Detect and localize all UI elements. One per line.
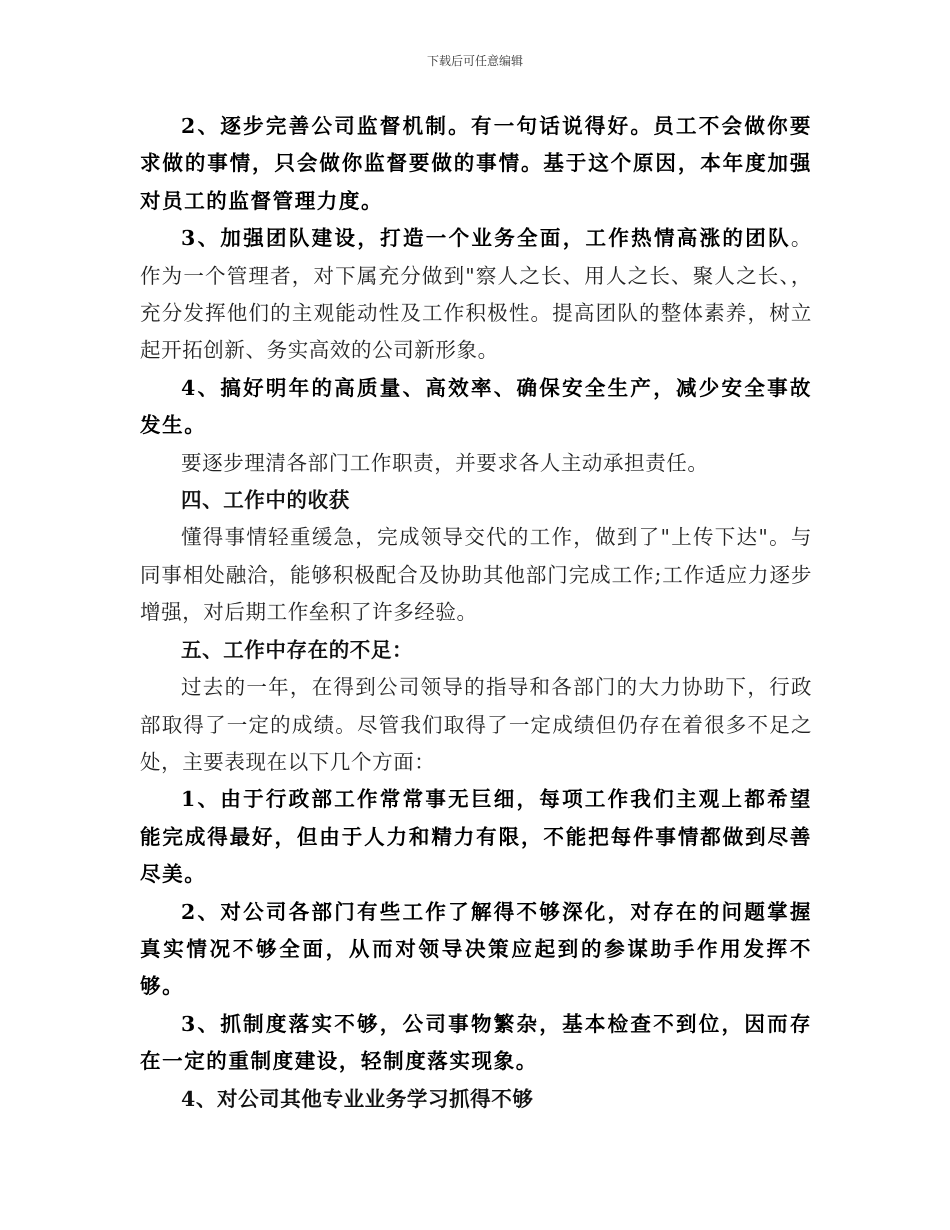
paragraph-shortcoming-1: 1、由于行政部工作常常事无巨细，每项工作我们主观上都希望能完成得最好，但由于人力和精力有限，不能把每件事情都做到尽善尽美。: [140, 787, 812, 887]
paragraph-team-building: [140, 220, 812, 370]
paragraph-team-building-bold: 3、加强团队建设，打造一个业务全面，工作热情高涨的团队: [181, 226, 791, 251]
paragraph-shortcoming-3: 3、抓制度落实不够，公司事物繁杂，基本检查不到位，因而存在一定的重制度建设，轻制度落实现象。: [140, 1011, 812, 1074]
paragraph-gains: 懂得事情轻重缓急，完成领导交代的工作，做到了"上传下达"。与同事相处融洽，能够积极配合及协助其他部门完成工作;工作适应力逐步增强，对后期工作垒积了许多经验。: [140, 525, 812, 625]
document-body: [140, 108, 812, 1118]
heading-gains: 四、工作中的收获: [181, 488, 350, 513]
page-header: 下载后可任意编辑: [426, 54, 523, 68]
paragraph-shortcoming-2: 2、对公司各部门有些工作了解得不够深化，对存在的问题掌握真实情况不够全面，从而对领导决策应起到的参谋助手作用发挥不够。: [140, 899, 812, 999]
paragraph-responsibilities: 要逐步理清各部门工作职责，并要求各人主动承担责任。: [181, 450, 709, 475]
paragraph-shortcoming-4: 4、对公司其他专业业务学习抓得不够: [181, 1086, 534, 1111]
paragraph-safety: 4、搞好明年的高质量、高效率、确保安全生产，减少安全事故发生。: [140, 375, 812, 438]
paragraph-team-building-rest: 。作为一个管理者，对下属充分做到"察人之长、用人之长、聚人之长、，充分发挥他们的主观能动性及工作积极性。提高团队的整体素养，树立起开拓创新、务实高效的公司新形象。: [140, 226, 812, 363]
paragraph-past-year: 过去的一年，在得到公司领导的指导和各部门的大力协助下，行政部取得了一定的成绩。尽管我们取得了一定成绩但仍存在着很多不足之处，主要表现在以下几个方面：: [140, 675, 812, 774]
heading-shortcomings: 五、工作中存在的不足：: [181, 637, 414, 662]
paragraph-supervision: 2、逐步完善公司监督机制。有一句话说得好。员工不会做你要求做的事情，只会做你监督要做的事情。基于这个原因，本年度加强对员工的监督管理力度。: [140, 114, 812, 213]
